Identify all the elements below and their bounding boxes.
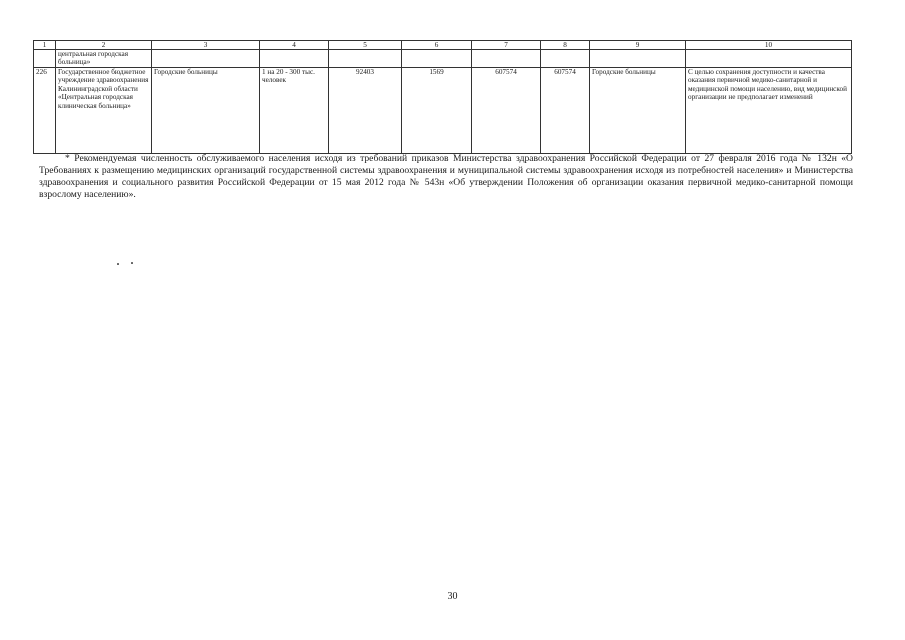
header-cell: 2 xyxy=(56,41,152,50)
table-cell xyxy=(402,50,472,68)
page-number: 30 xyxy=(447,591,458,602)
table-cell xyxy=(34,50,56,68)
scan-speck xyxy=(117,263,119,265)
table-cell xyxy=(260,50,329,68)
header-cell: 9 xyxy=(590,41,686,50)
scan-speck xyxy=(131,262,133,264)
planned-type-cell: Городские больницы xyxy=(590,68,686,154)
table-cell xyxy=(541,50,590,68)
table-cell xyxy=(329,50,402,68)
value-cell-7: 607574 xyxy=(472,68,541,154)
value-cell-8: 607574 xyxy=(541,68,590,154)
table-cell xyxy=(472,50,541,68)
header-cell: 8 xyxy=(541,41,590,50)
header-cell: 7 xyxy=(472,41,541,50)
table-cell: центральная городская больница» xyxy=(56,50,152,68)
table-cell xyxy=(686,50,852,68)
header-cell: 10 xyxy=(686,41,852,50)
header-cell: 6 xyxy=(402,41,472,50)
data-table xyxy=(33,40,852,154)
table-row xyxy=(34,68,852,154)
table-cell xyxy=(590,50,686,68)
organization-name-cell: Государственное бюджетное учреждение здравоохранения Калининградской области «Центральная городская клиническая больница» xyxy=(56,68,152,154)
table-header-row xyxy=(34,41,852,50)
table-row-continuation xyxy=(34,50,852,68)
value-cell-6: 1569 xyxy=(402,68,472,154)
header-cell: 5 xyxy=(329,41,402,50)
justification-cell: С целью сохранения доступности и качества оказания первичной медико-санитарной и медицинской помощи населению, вид медицинской организации не предполагает изменений xyxy=(686,68,852,154)
row-number-cell: 226 xyxy=(34,68,56,154)
header-cell: 3 xyxy=(152,41,260,50)
header-cell: 1 xyxy=(34,41,56,50)
header-cell: 4 xyxy=(260,41,329,50)
footnote-text: * Рекомендуемая численность обслуживаемого населения исходя из требований приказов Министерства здравоохранения Российской Федерации от 27 февраля 2016 года № 132н «О Требованиях к размещению медицинских организаций государственной системы здравоохранения и муниципальной системы здравоохранения исходя из потребностей населения» и Министерства здравоохранения и социального развития Российской Федерации от 15 мая 2012 года № 543н «Об утверждении Положения об организации оказания первичной медико-санитарной помощи взрослому населению». xyxy=(39,153,853,200)
value-cell-5: 92403 xyxy=(329,68,402,154)
population-norm-cell: 1 на 20 - 300 тыс. человек xyxy=(260,68,329,154)
organization-type-cell: Городские больницы xyxy=(152,68,260,154)
table-cell xyxy=(152,50,260,68)
